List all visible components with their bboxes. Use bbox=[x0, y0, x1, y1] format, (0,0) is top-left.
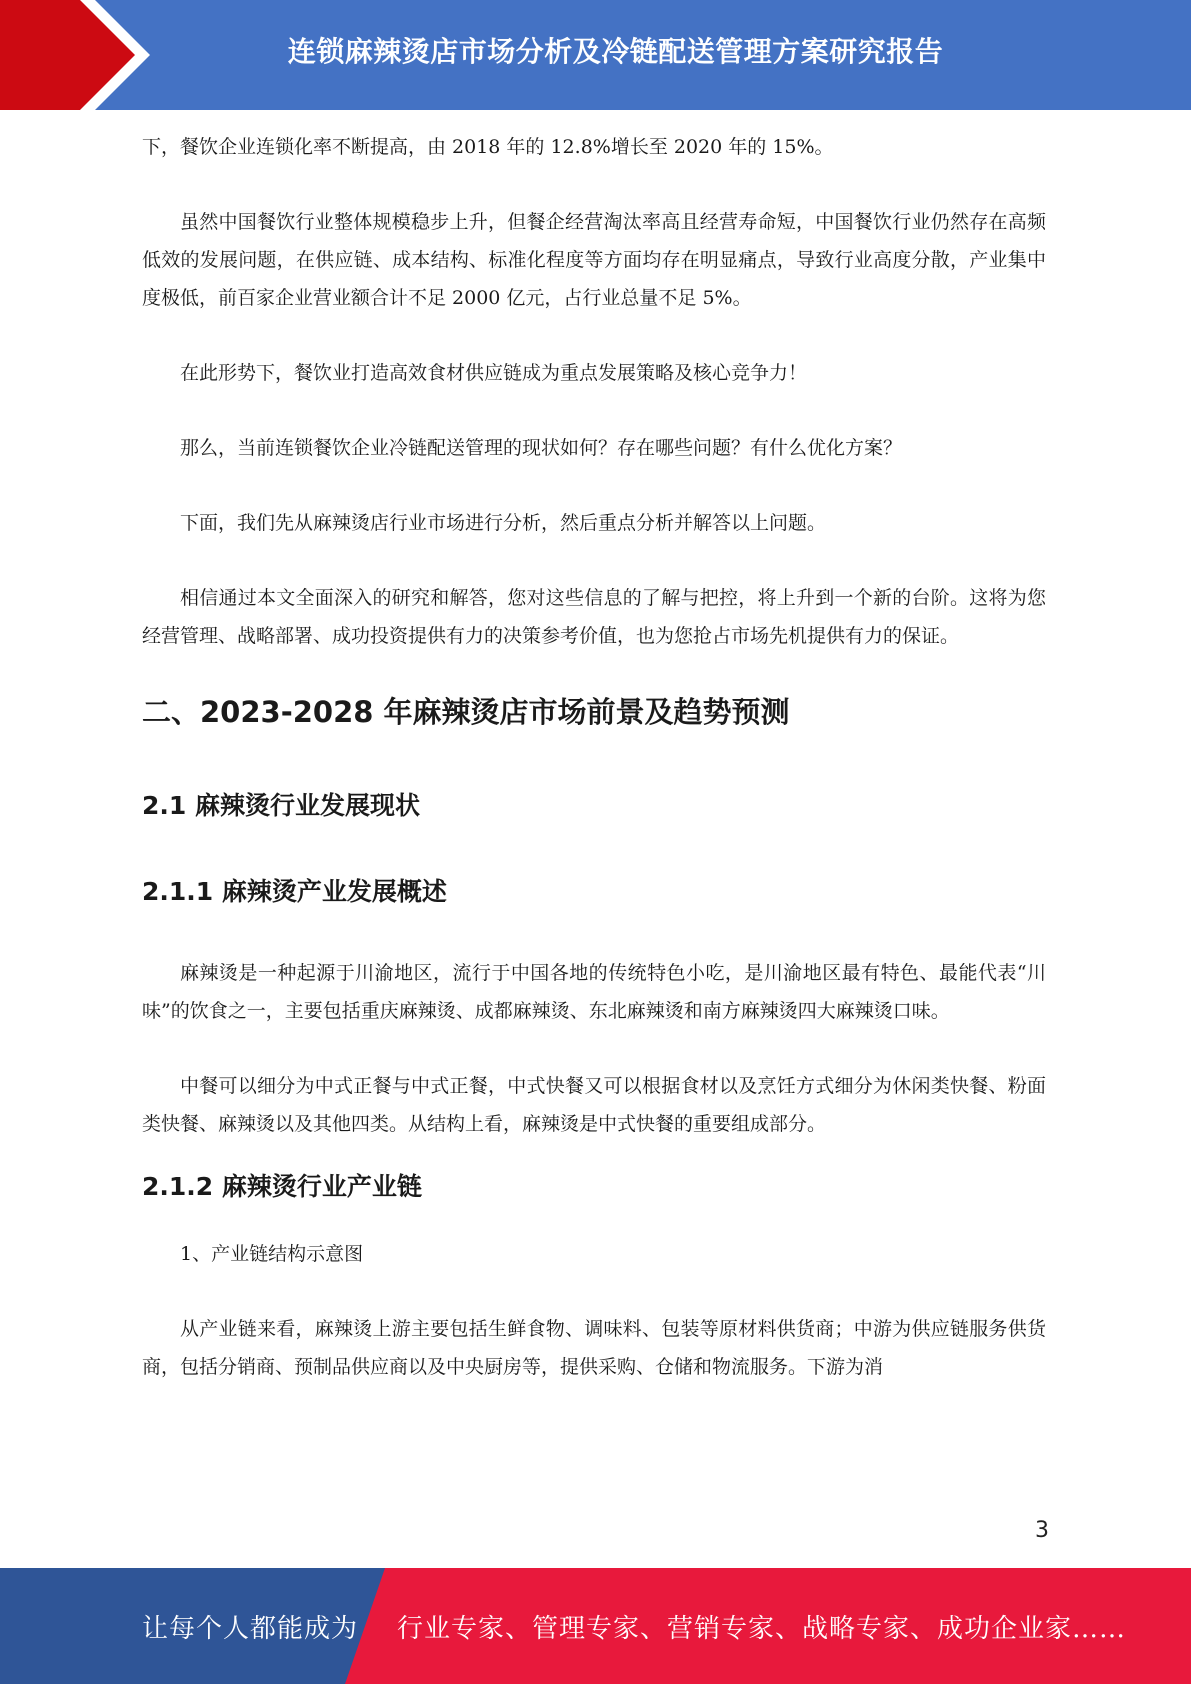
section-heading-2: 二、2023-2028 年麻辣烫店市场前景及趋势预测 bbox=[142, 695, 790, 729]
paragraph-analysis-intro: 下面，我们先从麻辣烫店行业市场进行分析，然后重点分析并解答以上问题。 bbox=[180, 512, 827, 534]
page-header bbox=[0, 0, 1191, 110]
subsection-heading-2-1-1: 2.1.1 麻辣烫产业发展概述 bbox=[142, 877, 447, 906]
page-footer bbox=[0, 1568, 1191, 1684]
paragraph-continued: 下，餐饮企业连锁化率不断提高，由 2018 年的 12.8%增长至 2020 年的 15%。 bbox=[142, 136, 834, 158]
paragraph-chain-diagram-label: 1、产业链结构示意图 bbox=[180, 1243, 364, 1265]
paragraph-industry-chain: 从产业链来看，麻辣烫上游主要包括生鲜食物、调味料、包装等原材料供货商；中游为供应链服务供货商，包括分销商、预制品供应商以及中央厨房等，提供采购、仓储和物流服务。下游为消 bbox=[142, 1318, 1046, 1378]
footer-slogan-right: 行业专家、管理专家、营销专家、战略专家、成功企业家…… bbox=[397, 1613, 1127, 1644]
document-body bbox=[142, 128, 1046, 1423]
footer-slogan-left: 让每个人都能成为 bbox=[142, 1613, 359, 1644]
subsection-heading-2-1-2: 2.1.2 麻辣烫行业产业链 bbox=[142, 1172, 422, 1201]
page-number: 3 bbox=[1035, 1518, 1049, 1543]
paragraph-chinese-fastfood-structure: 中餐可以细分为中式正餐与中式正餐，中式快餐又可以根据食材以及烹饪方式细分为休闲类快餐、粉面类快餐、麻辣烫以及其他四类。从结构上看，麻辣烫是中式快餐的重要组成部分。 bbox=[142, 1075, 1046, 1135]
paragraph-malatang-origin: 麻辣烫是一种起源于川渝地区，流行于中国各地的传统特色小吃，是川渝地区最有特色、最能代表“川味”的饮食之一，主要包括重庆麻辣烫、成都麻辣烫、东北麻辣烫和南方麻辣烫四大麻辣烫口味。 bbox=[142, 962, 1046, 1022]
header-title: 连锁麻辣烫店市场分析及冷链配送管理方案研究报告 bbox=[287, 35, 944, 68]
subsection-heading-2-1: 2.1 麻辣烫行业发展现状 bbox=[142, 791, 420, 820]
paragraph-questions: 那么，当前连锁餐饮企业冷链配送管理的现状如何？存在哪些问题？有什么优化方案？ bbox=[180, 437, 903, 459]
paragraph-supply-chain-strategy: 在此形势下，餐饮业打造高效食材供应链成为重点发展策略及核心竞争力！ bbox=[180, 362, 808, 384]
paragraph-industry-problems: 虽然中国餐饮行业整体规模稳步上升，但餐企经营淘汰率高且经营寿命短，中国餐饮行业仍然存在高频低效的发展问题，在供应链、成本结构、标准化程度等方面均存在明显痛点，导致行业高度分散，产业集中度极低，前百家企业营业额合计不足 2000 亿元，占行业总量不足 5%。 bbox=[142, 211, 1046, 309]
paragraph-value-statement: 相信通过本文全面深入的研究和解答，您对这些信息的了解与把控，将上升到一个新的台阶。这将为您经营管理、战略部署、成功投资提供有力的决策参考价值，也为您抢占市场先机提供有力的保证。 bbox=[142, 587, 1046, 647]
